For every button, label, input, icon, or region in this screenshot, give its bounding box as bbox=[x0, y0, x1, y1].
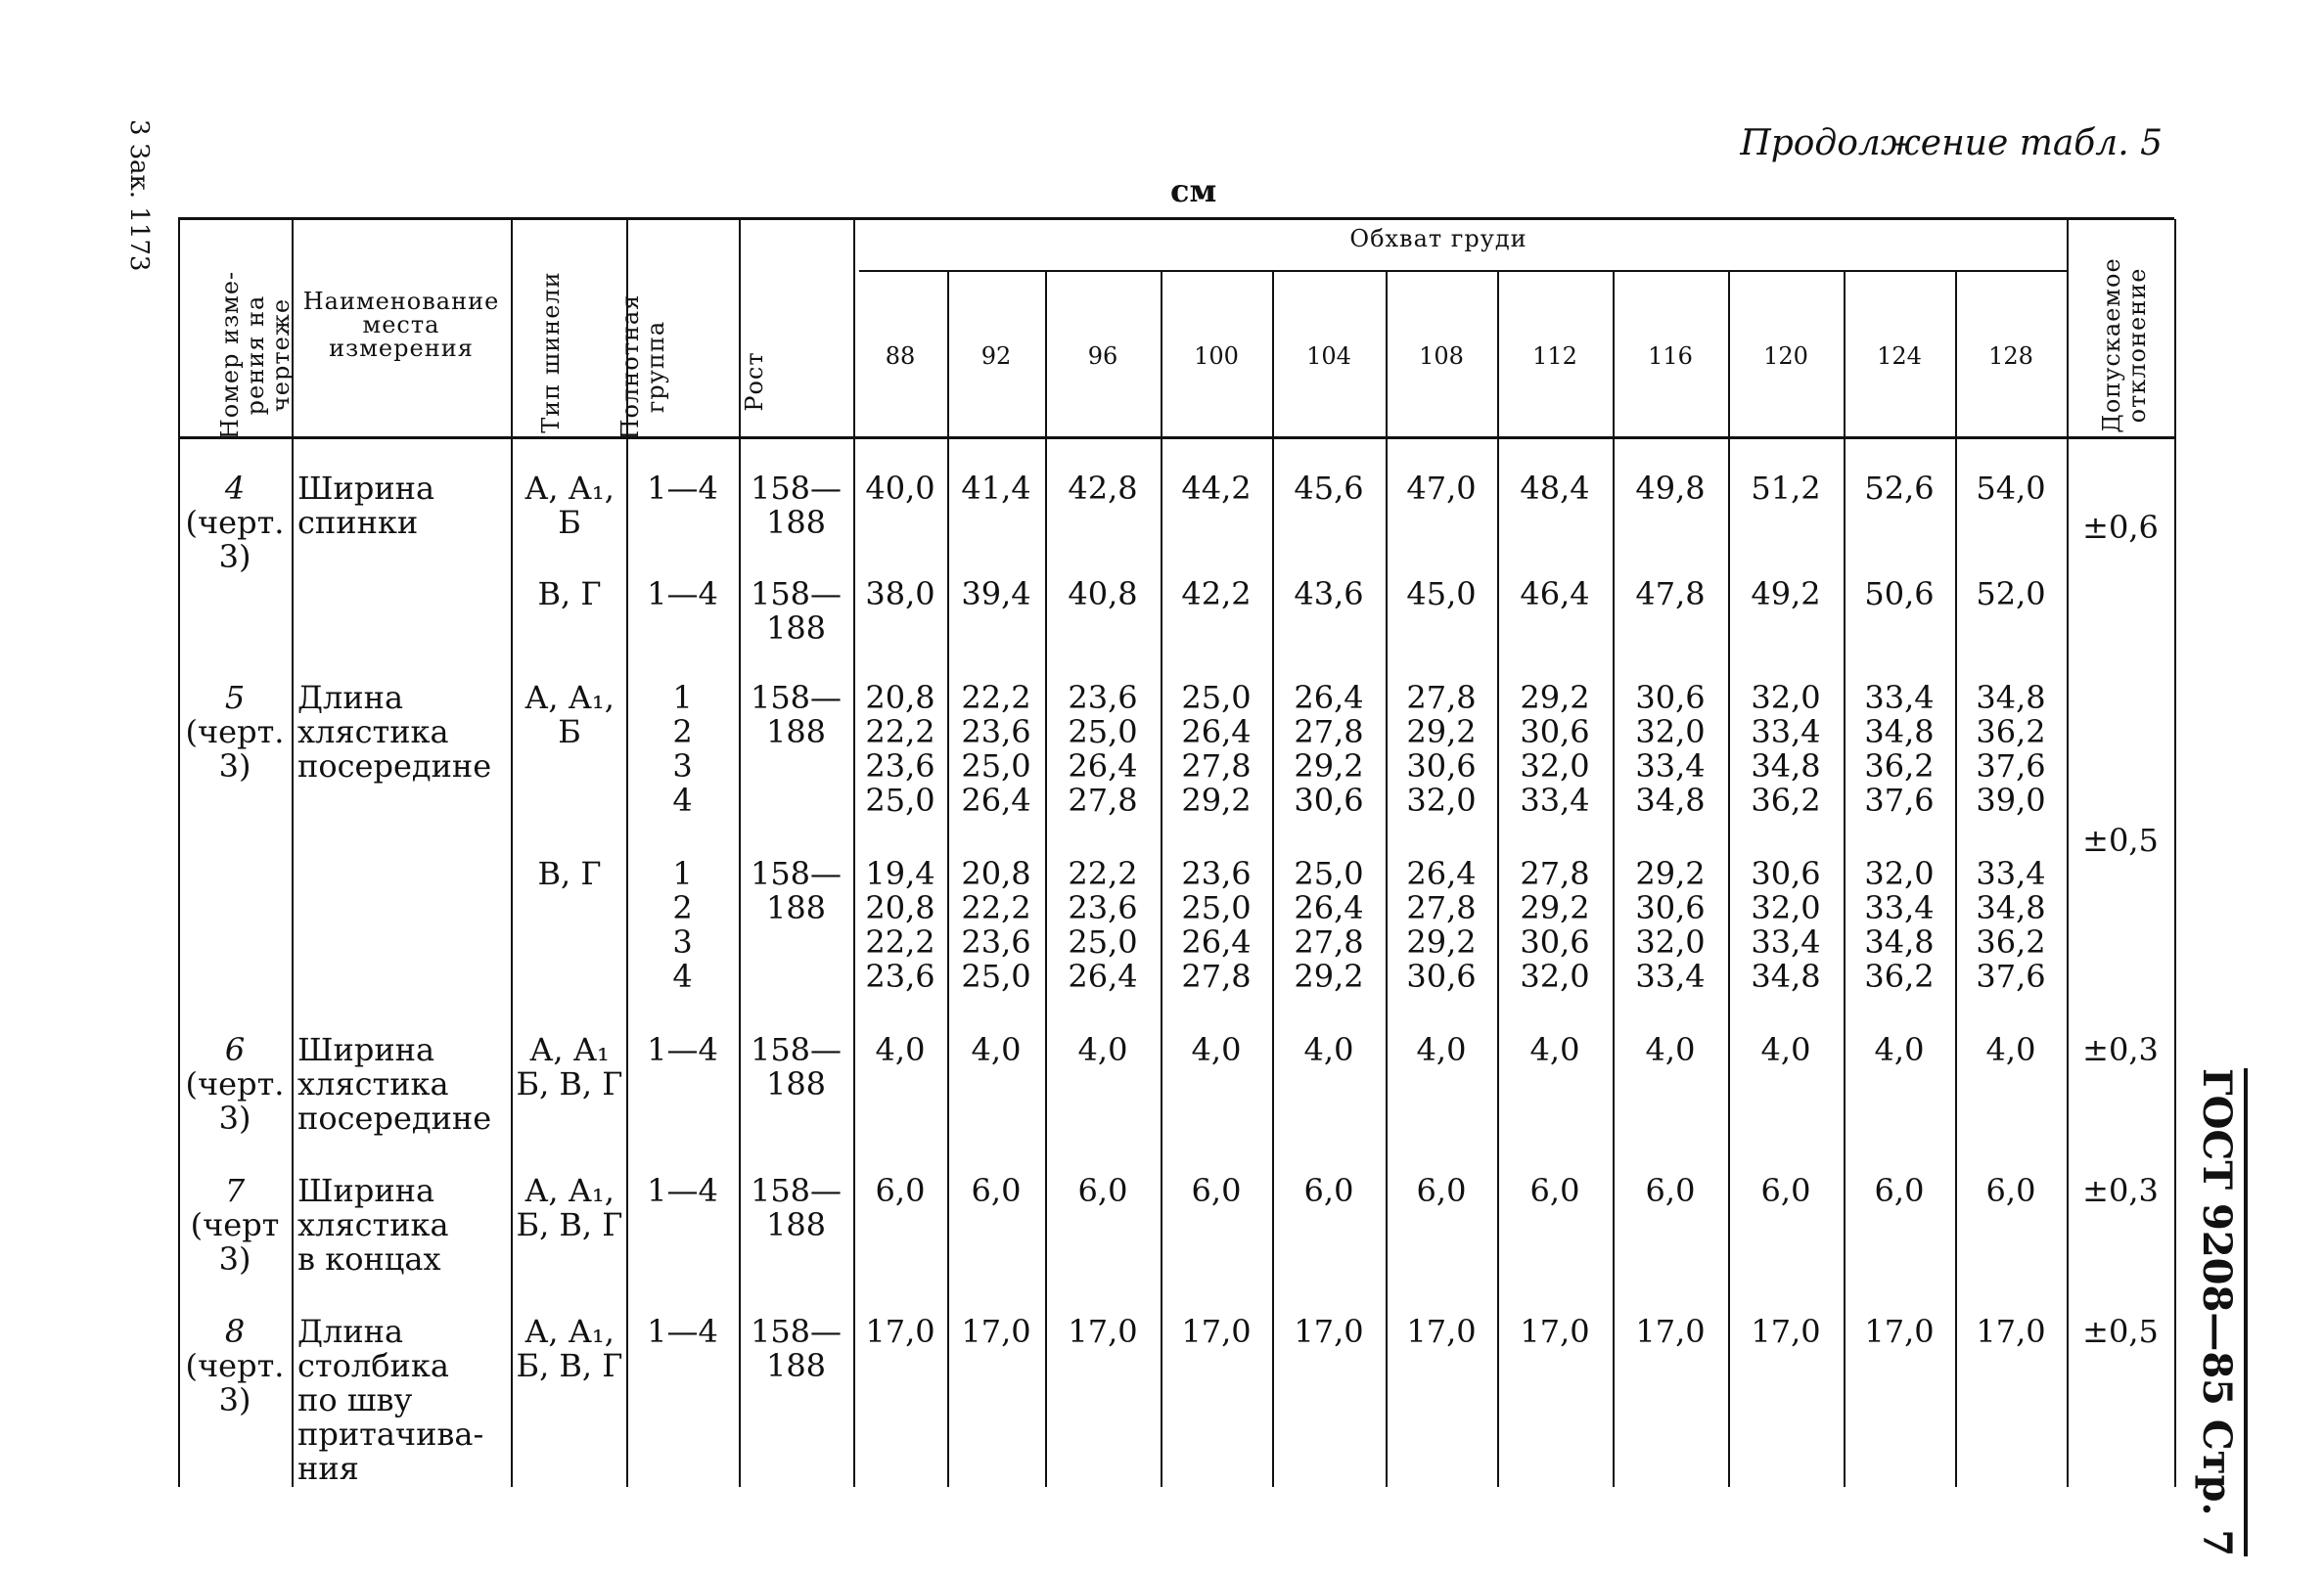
value-cell: 4,0 bbox=[1191, 1031, 1242, 1068]
value-cell: 4,0 bbox=[1760, 1031, 1811, 1068]
height-range: 158— 188 bbox=[750, 855, 843, 926]
drawing-reference: (черт. 3) bbox=[185, 1347, 285, 1418]
value-cell: 17,0 bbox=[1520, 1313, 1590, 1350]
coat-type: А, А₁, Б, В, Г bbox=[516, 1172, 623, 1243]
coat-type: А, А₁, Б bbox=[524, 470, 615, 541]
value-cell: 4,0 bbox=[875, 1031, 926, 1068]
value-cell: 17,0 bbox=[1181, 1313, 1252, 1350]
value-cell: 20,8 22,2 23,6 25,0 bbox=[865, 679, 935, 819]
value-cell: 26,4 27,8 29,2 30,6 bbox=[1294, 679, 1364, 819]
value-cell: 47,8 bbox=[1635, 575, 1706, 612]
coat-type: А, А₁ Б, В, Г bbox=[516, 1031, 623, 1102]
coat-type: А, А₁, Б bbox=[524, 679, 615, 750]
header-chest-girth: Обхват груди bbox=[1349, 225, 1527, 252]
value-cell: 52,6 bbox=[1864, 470, 1935, 507]
unit-label: см bbox=[1170, 172, 1217, 209]
value-cell: 42,8 bbox=[1068, 470, 1138, 507]
height-range: 158— 188 bbox=[750, 470, 843, 541]
value-cell: 33,4 34,8 36,2 37,6 bbox=[1864, 679, 1935, 819]
value-cell: 49,8 bbox=[1635, 470, 1706, 507]
value-cell: 29,2 30,6 32,0 33,4 bbox=[1635, 855, 1706, 995]
value-cell: 26,4 27,8 29,2 30,6 bbox=[1406, 855, 1477, 995]
value-cell: 6,0 bbox=[1191, 1172, 1242, 1209]
column-divider bbox=[853, 219, 855, 1487]
height-range: 158— 188 bbox=[750, 1313, 843, 1384]
value-cell: 44,2 bbox=[1181, 470, 1252, 507]
column-divider bbox=[2174, 219, 2176, 1487]
measure-number: 5 bbox=[224, 679, 246, 716]
drawing-reference: (черт. 3) bbox=[185, 504, 285, 575]
value-cell: 6,0 bbox=[971, 1172, 1022, 1209]
measure-number: 6 bbox=[224, 1031, 246, 1068]
value-cell: 19,4 20,8 22,2 23,6 bbox=[865, 855, 935, 995]
header-measure-number: Номер изме-рения на чертеже bbox=[216, 270, 295, 440]
value-cell: 17,0 bbox=[1751, 1313, 1821, 1350]
value-cell: 6,0 bbox=[1416, 1172, 1467, 1209]
girth-header-cell: 116 bbox=[1648, 342, 1693, 370]
tolerance-value: ±0,3 bbox=[2082, 1031, 2159, 1068]
value-cell: 51,2 bbox=[1751, 470, 1821, 507]
header-fullness-group: Полнотная группа bbox=[616, 293, 669, 440]
fullness-group: 1—4 bbox=[647, 1031, 718, 1068]
value-cell: 32,0 33,4 34,8 36,2 bbox=[1864, 855, 1935, 995]
value-cell: 4,0 bbox=[1529, 1031, 1580, 1068]
value-cell: 30,6 32,0 33,4 34,8 bbox=[1751, 855, 1821, 995]
coat-type: В, Г bbox=[537, 575, 602, 612]
value-cell: 30,6 32,0 33,4 34,8 bbox=[1635, 679, 1706, 819]
value-cell: 42,2 bbox=[1181, 575, 1252, 612]
coat-type: В, Г bbox=[537, 855, 602, 892]
measure-name: Ширина спинки bbox=[297, 470, 435, 541]
girth-header-rule bbox=[859, 270, 2069, 272]
left-margin-note: 3 Зак. 1173 bbox=[124, 119, 154, 272]
girth-header-cell: 100 bbox=[1194, 342, 1239, 370]
header-height: Рост bbox=[741, 351, 768, 412]
girth-header-cell: 108 bbox=[1419, 342, 1464, 370]
value-cell: 43,6 bbox=[1294, 575, 1364, 612]
girth-header-cell: 88 bbox=[885, 342, 916, 370]
value-cell: 4,0 bbox=[1077, 1031, 1128, 1068]
value-cell: 6,0 bbox=[1985, 1172, 2036, 1209]
value-cell: 22,2 23,6 25,0 26,4 bbox=[1068, 855, 1138, 995]
value-cell: 34,8 36,2 37,6 39,0 bbox=[1976, 679, 2046, 819]
value-cell: 39,4 bbox=[961, 575, 1031, 612]
value-cell: 38,0 bbox=[865, 575, 935, 612]
value-cell: 17,0 bbox=[1976, 1313, 2046, 1350]
continuation-title: Продолжение табл. 5 bbox=[1740, 123, 2163, 163]
girth-header-cell: 128 bbox=[1988, 342, 2033, 370]
value-cell: 4,0 bbox=[1645, 1031, 1696, 1068]
value-cell: 40,8 bbox=[1068, 575, 1138, 612]
value-cell: 4,0 bbox=[1416, 1031, 1467, 1068]
girth-header-cell: 96 bbox=[1087, 342, 1118, 370]
value-cell: 27,8 29,2 30,6 32,0 bbox=[1520, 855, 1590, 995]
measure-name: Ширина хлястика посередине bbox=[297, 1031, 492, 1137]
value-cell: 45,0 bbox=[1406, 575, 1477, 612]
tolerance-value: ±0,5 bbox=[2082, 822, 2159, 859]
tolerance-value: ±0,3 bbox=[2082, 1172, 2159, 1209]
value-cell: 6,0 bbox=[1645, 1172, 1696, 1209]
girth-header-cell: 104 bbox=[1306, 342, 1351, 370]
column-divider bbox=[178, 219, 180, 1487]
measure-name: Длина столбика по шву притачива- ния bbox=[297, 1313, 484, 1487]
value-cell: 29,2 30,6 32,0 33,4 bbox=[1520, 679, 1590, 819]
value-cell: 20,8 22,2 23,6 25,0 bbox=[961, 855, 1031, 995]
value-cell: 47,0 bbox=[1406, 470, 1477, 507]
value-cell: 27,8 29,2 30,6 32,0 bbox=[1406, 679, 1477, 819]
value-cell: 22,2 23,6 25,0 26,4 bbox=[961, 679, 1031, 819]
value-cell: 49,2 bbox=[1751, 575, 1821, 612]
value-cell: 52,0 bbox=[1976, 575, 2046, 612]
value-cell: 45,6 bbox=[1294, 470, 1364, 507]
value-cell: 46,4 bbox=[1520, 575, 1590, 612]
column-divider bbox=[511, 219, 513, 1487]
girth-header-cell: 92 bbox=[980, 342, 1012, 370]
measure-number: 8 bbox=[224, 1313, 246, 1350]
value-cell: 6,0 bbox=[875, 1172, 926, 1209]
value-cell: 23,6 25,0 26,4 27,8 bbox=[1181, 855, 1252, 995]
value-cell: 41,4 bbox=[961, 470, 1031, 507]
value-cell: 25,0 26,4 27,8 29,2 bbox=[1181, 679, 1252, 819]
value-cell: 6,0 bbox=[1874, 1172, 1925, 1209]
fullness-group: 1—4 bbox=[647, 575, 718, 612]
right-margin-standard: ГОСТ 9208—85 Стр. 7 bbox=[2194, 1068, 2248, 1556]
header-tolerance: Допускаемое отклонение bbox=[2098, 257, 2151, 433]
tolerance-value: ±0,6 bbox=[2082, 509, 2159, 546]
value-cell: 17,0 bbox=[865, 1313, 935, 1350]
height-range: 158— 188 bbox=[750, 1172, 843, 1243]
value-cell: 17,0 bbox=[1406, 1313, 1477, 1350]
table-top-rule bbox=[178, 217, 2174, 220]
value-cell: 40,0 bbox=[865, 470, 935, 507]
value-cell: 6,0 bbox=[1303, 1172, 1354, 1209]
height-range: 158— 188 bbox=[750, 679, 843, 750]
value-cell: 4,0 bbox=[971, 1031, 1022, 1068]
value-cell: 17,0 bbox=[961, 1313, 1031, 1350]
girth-header-cell: 112 bbox=[1532, 342, 1577, 370]
drawing-reference: (черт 3) bbox=[190, 1206, 280, 1278]
drawing-reference: (черт. 3) bbox=[185, 713, 285, 785]
value-cell: 6,0 bbox=[1760, 1172, 1811, 1209]
fullness-group: 1 2 3 4 bbox=[672, 679, 693, 819]
value-cell: 33,4 34,8 36,2 37,6 bbox=[1976, 855, 2046, 995]
header-measure-name: Наименование места измерения bbox=[302, 288, 500, 362]
height-range: 158— 188 bbox=[750, 1031, 843, 1102]
value-cell: 4,0 bbox=[1303, 1031, 1354, 1068]
value-cell: 6,0 bbox=[1529, 1172, 1580, 1209]
value-cell: 4,0 bbox=[1985, 1031, 2036, 1068]
fullness-group: 1 2 3 4 bbox=[672, 855, 693, 995]
fullness-group: 1—4 bbox=[647, 1313, 718, 1350]
value-cell: 48,4 bbox=[1520, 470, 1590, 507]
value-cell: 17,0 bbox=[1864, 1313, 1935, 1350]
value-cell: 23,6 25,0 26,4 27,8 bbox=[1068, 679, 1138, 819]
value-cell: 17,0 bbox=[1635, 1313, 1706, 1350]
value-cell: 25,0 26,4 27,8 29,2 bbox=[1294, 855, 1364, 995]
header-bottom-rule bbox=[178, 436, 2174, 439]
value-cell: 17,0 bbox=[1068, 1313, 1138, 1350]
value-cell: 6,0 bbox=[1077, 1172, 1128, 1209]
drawing-reference: (черт. 3) bbox=[185, 1065, 285, 1137]
coat-type: А, А₁, Б, В, Г bbox=[516, 1313, 623, 1384]
value-cell: 32,0 33,4 34,8 36,2 bbox=[1751, 679, 1821, 819]
measure-number: 7 bbox=[224, 1172, 246, 1209]
value-cell: 4,0 bbox=[1874, 1031, 1925, 1068]
measure-number: 4 bbox=[224, 470, 246, 507]
measure-name: Ширина хлястика в концах bbox=[297, 1172, 449, 1278]
fullness-group: 1—4 bbox=[647, 470, 718, 507]
measure-name: Длина хлястика посередине bbox=[297, 679, 492, 785]
girth-header-cell: 124 bbox=[1877, 342, 1922, 370]
value-cell: 50,6 bbox=[1864, 575, 1935, 612]
height-range: 158— 188 bbox=[750, 575, 843, 647]
fullness-group: 1—4 bbox=[647, 1172, 718, 1209]
value-cell: 54,0 bbox=[1976, 470, 2046, 507]
value-cell: 17,0 bbox=[1294, 1313, 1364, 1350]
tolerance-value: ±0,5 bbox=[2082, 1313, 2159, 1350]
girth-header-cell: 120 bbox=[1763, 342, 1808, 370]
header-coat-type: Тип шинели bbox=[537, 271, 565, 433]
